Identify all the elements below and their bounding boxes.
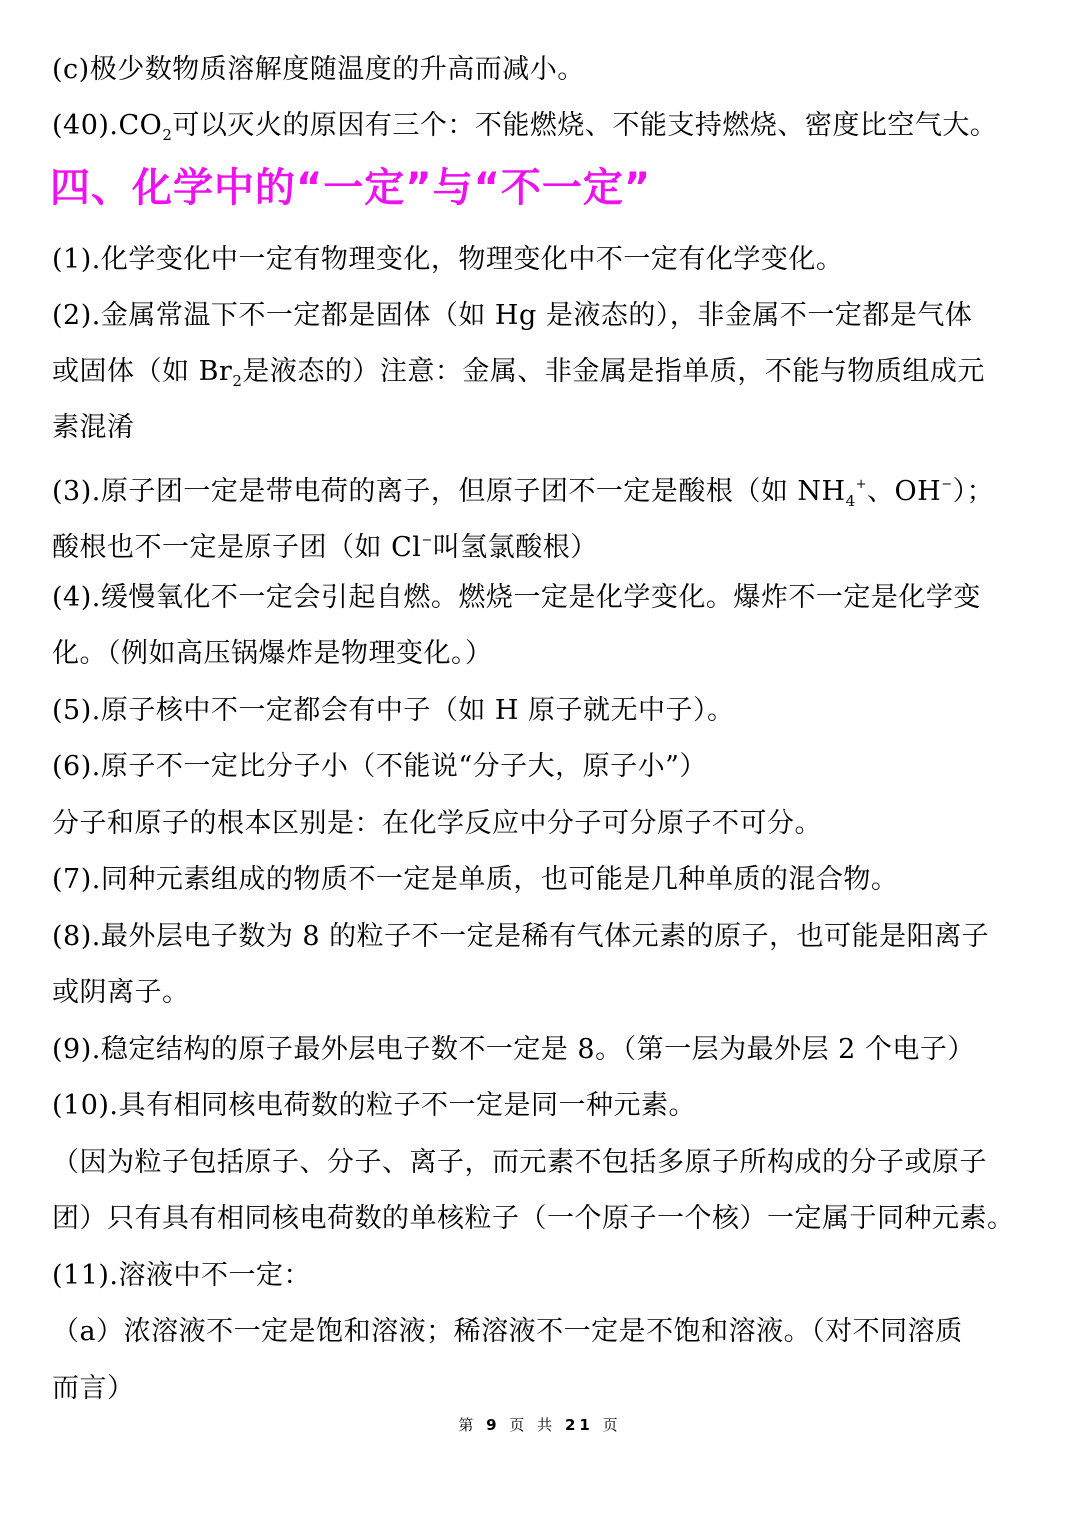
text-line-8-cont: 或阴离子。 [52,977,190,1008]
text-line-11a-cont: 而言） [52,1373,135,1404]
text-line-6: (6).原子不一定比分子小（不能说“分子大，原子小”） [52,751,707,782]
text-line-5: (5).原子核中不一定都会有中子（如 H 原子就无中子）。 [52,695,735,726]
superscript-minus: − [941,477,953,492]
text-line-40 [52,98,1032,163]
subscript-4: 4 [845,492,856,510]
text-line-3-part2: 、OH [867,476,942,507]
text-line-3-cont [52,513,1032,576]
superscript-minus-cl: − [421,533,433,548]
text-line-10-note-cont: 团）只有具有相同核电荷数的单核粒子（一个原子一个核）一定属于同种元素。 [52,1203,1015,1234]
text-line-3-part3: ）； [952,476,995,507]
text-line-2-cont-part1: 或固体（如 Br [52,356,233,387]
subscript-br2: 2 [232,372,243,390]
text-line-3-part1: (3).原子团一定是带电荷的离子，但原子团不一定是酸根（如 NH [52,476,846,507]
footer-middle: 页 共 [509,1416,557,1434]
text-line-2-cont-part2: 是液态的）注意：金属、非金属是指单质，不能与物质组成元 [242,356,985,387]
footer-prefix: 第 [458,1416,478,1434]
text-line-7: (7).同种元素组成的物质不一定是单质，也可能是几种单质的混合物。 [52,864,899,895]
text-line-2: (2).金属常温下不一定都是固体（如 Hg 是液态的），非金属不一定都是气体 [52,300,973,331]
text-line-4-cont: 化。（例如高压锅爆炸是物理变化。） [52,638,493,669]
footer-total-pages: 21 [564,1416,594,1434]
section-heading: 四、化学中的“一定”与“不一定” [50,165,652,211]
text-line-6-cont: 分子和原子的根本区别是：在化学反应中分子可分原子不可分。 [52,808,822,839]
text-line-8: (8).最外层电子数为 8 的粒子不一定是稀有气体元素的原子，也可能是阳离子 [52,921,990,952]
text-line-2-cont2: 素混淆 [52,412,135,443]
text-line-3-cont-part1: 酸根也不一定是原子团（如 Cl [52,532,422,563]
text-line-11a: （a）浓溶液不一定是饱和溶液；稀溶液不一定是不饱和溶液。（对不同溶质 [52,1316,963,1347]
footer-suffix: 页 [602,1416,622,1434]
text-line-11: (11).溶液中不一定： [52,1260,312,1291]
text-line-1: (1).化学变化中一定有物理变化，物理变化中不一定有化学变化。 [52,244,844,275]
text-line-40-part1: (40).CO [52,110,163,141]
text-line-9: (9).稳定结构的原子最外层电子数不一定是 8。（第一层为最外层 2 个电子） [52,1034,975,1065]
text-line-10: (10).具有相同核电荷数的粒子不一定是同一种元素。 [52,1090,697,1121]
text-line-4: (4).缓慢氧化不一定会引起自燃。燃烧一定是化学变化。爆炸不一定是化学变 [52,582,981,613]
subscript-2: 2 [162,126,173,144]
text-line-40-part2: 可以灭火的原因有三个：不能燃烧、不能支持燃烧、密度比空气大。 [172,110,998,141]
text-line-3-cont-part2: 叫氢氯酸根） [432,532,598,563]
superscript-plus: + [855,477,868,492]
footer-current-page: 9 [486,1416,501,1434]
text-line-10-note: （因为粒子包括原子、分子、离子，而元素不包括多原子所构成的分子或原子 [52,1147,987,1178]
page-footer [0,1413,1080,1437]
text-line-c: (c)极少数物质溶解度随温度的升高而减小。 [52,54,585,85]
